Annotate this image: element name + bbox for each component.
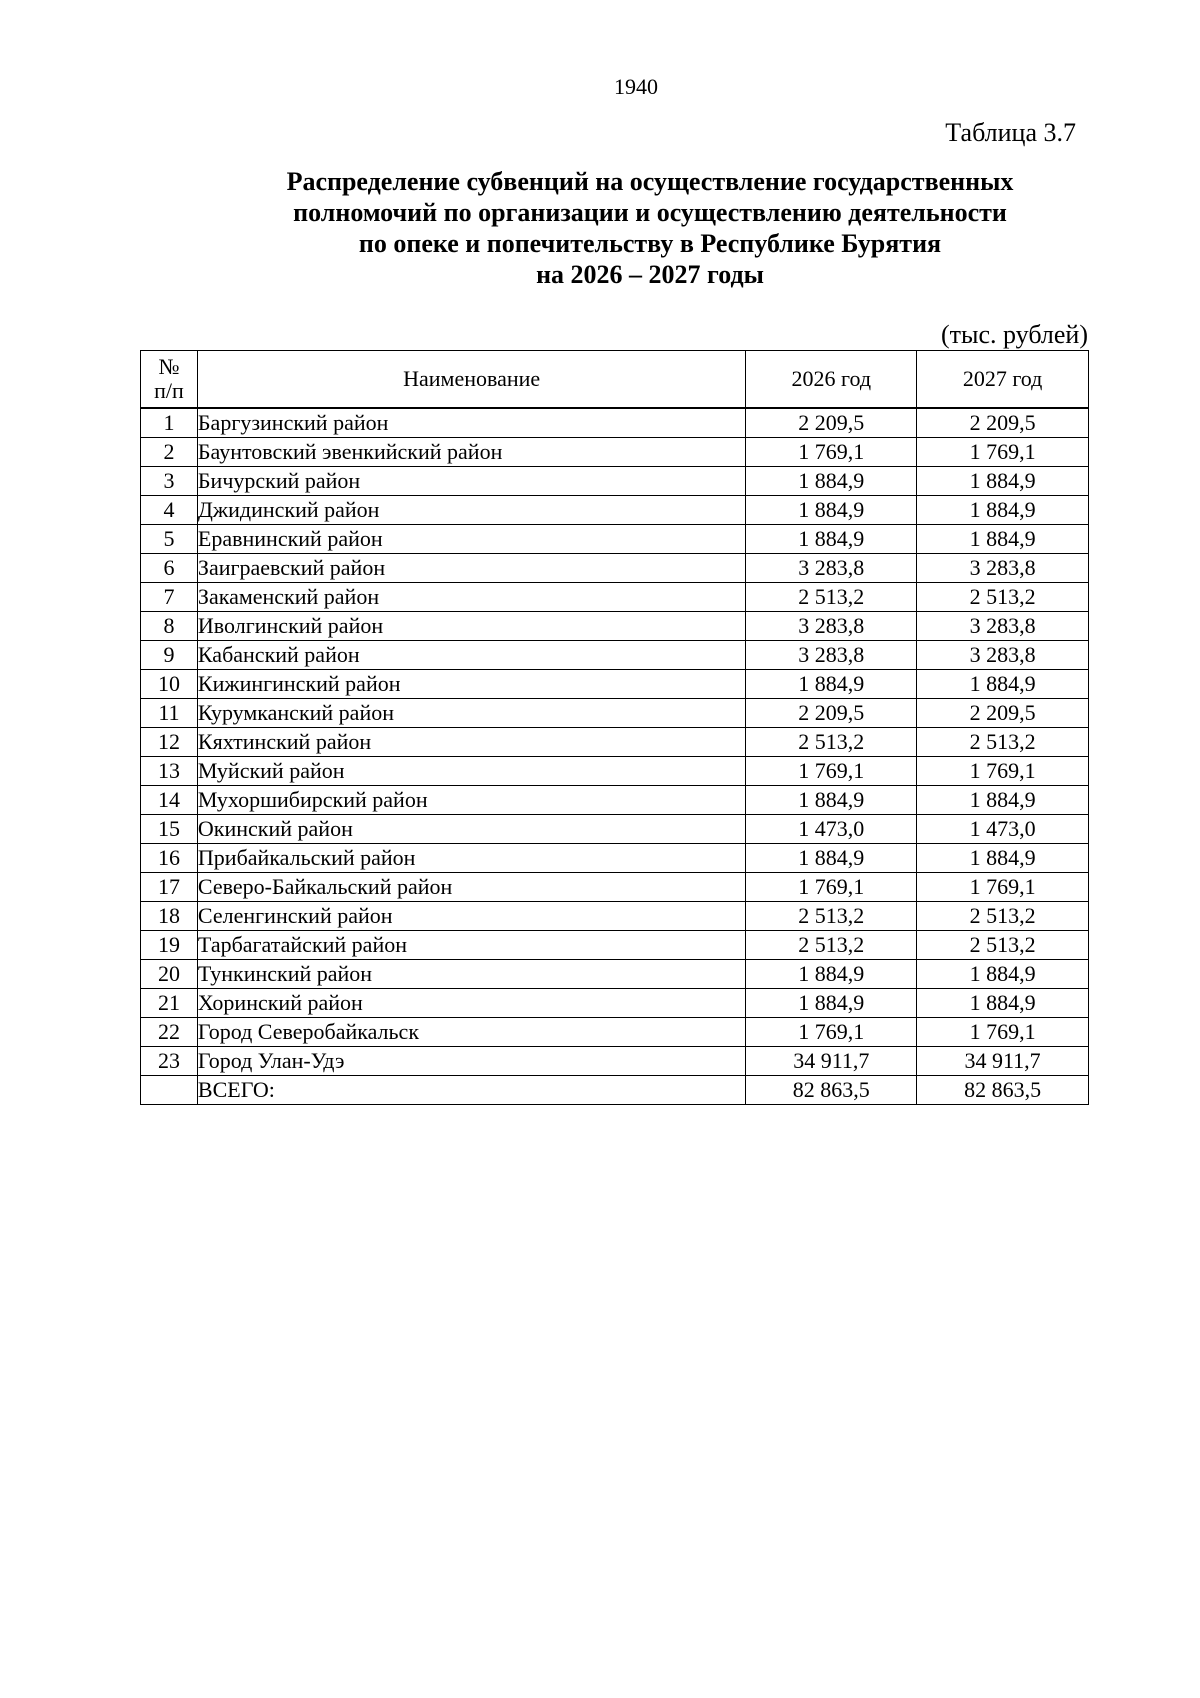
value-2027: 1 473,0 [917,815,1089,844]
value-2027: 1 884,9 [917,467,1089,496]
row-number: 18 [141,902,198,931]
value-2027: 1 769,1 [917,1018,1089,1047]
table-row [141,989,1089,1018]
table-row [141,670,1089,699]
row-number: 3 [141,467,198,496]
title-line: по опеке и попечительству в Республике Бурятия [358,229,942,258]
table-row [141,815,1089,844]
value-2026: 82 863,5 [746,1076,917,1105]
table-row [141,408,1089,438]
row-name: Северо-Байкальский район [197,873,745,902]
header-name: Наименование [197,351,745,409]
table-row [141,583,1089,612]
value-2026: 3 283,8 [746,554,917,583]
table-header [141,351,1089,409]
table-row [141,786,1089,815]
table-row [141,844,1089,873]
row-number: 11 [141,699,198,728]
value-2026: 1 473,0 [746,815,917,844]
row-name: Кяхтинский район [197,728,745,757]
row-name: Город Северобайкальск [197,1018,745,1047]
value-2027: 1 884,9 [917,844,1089,873]
value-2026: 2 513,2 [746,728,917,757]
document-title [200,166,1100,290]
table-row [141,1018,1089,1047]
table-row [141,612,1089,641]
row-name: Окинский район [197,815,745,844]
header-year-2026: 2026 год [746,351,917,409]
table-row [141,960,1089,989]
row-name: Бичурский район [197,467,745,496]
row-number: 2 [141,438,198,467]
value-2027: 82 863,5 [917,1076,1089,1105]
row-number: 20 [141,960,198,989]
value-2026: 2 513,2 [746,902,917,931]
value-2027: 2 513,2 [917,728,1089,757]
row-number: 12 [141,728,198,757]
title-line: полномочий по организации и осуществлению деятельности [293,198,1007,227]
row-name: Курумканский район [197,699,745,728]
row-name: Селенгинский район [197,902,745,931]
row-number: 19 [141,931,198,960]
value-2027: 2 209,5 [917,408,1089,438]
row-number: 16 [141,844,198,873]
value-2027: 3 283,8 [917,612,1089,641]
table-row [141,757,1089,786]
table-row [141,554,1089,583]
value-2027: 1 769,1 [917,438,1089,467]
value-2027: 1 884,9 [917,989,1089,1018]
row-name: Еравнинский район [197,525,745,554]
row-number: 1 [141,408,198,438]
row-name: Хоринский район [197,989,745,1018]
value-2026: 3 283,8 [746,641,917,670]
row-name: Тарбагатайский район [197,931,745,960]
row-number: 15 [141,815,198,844]
row-name: Мухоршибирский район [197,786,745,815]
row-number: 14 [141,786,198,815]
title-line: на 2026 – 2027 годы [536,260,764,289]
value-2027: 3 283,8 [917,641,1089,670]
row-number: 10 [141,670,198,699]
row-name: Кижингинский район [197,670,745,699]
table-row [141,699,1089,728]
value-2026: 3 283,8 [746,612,917,641]
row-number: 17 [141,873,198,902]
row-number: 22 [141,1018,198,1047]
table-row [141,902,1089,931]
table-label: Таблица 3.7 [945,118,1076,147]
value-2026: 1 884,9 [746,496,917,525]
value-2027: 2 513,2 [917,902,1089,931]
row-number: 21 [141,989,198,1018]
value-2026: 1 884,9 [746,960,917,989]
title-line: Распределение субвенций на осуществление государственных [286,167,1014,196]
value-2027: 2 209,5 [917,699,1089,728]
value-2026: 2 209,5 [746,408,917,438]
value-2027: 1 884,9 [917,670,1089,699]
value-2026: 34 911,7 [746,1047,917,1076]
row-name: Баргузинский район [197,408,745,438]
page-number: 1940 [614,74,658,99]
value-2027: 2 513,2 [917,931,1089,960]
row-number: 13 [141,757,198,786]
table-row [141,525,1089,554]
row-name: Муйский район [197,757,745,786]
value-2027: 1 884,9 [917,496,1089,525]
row-name: Кабанский район [197,641,745,670]
row-name: Закаменский район [197,583,745,612]
table-row [141,438,1089,467]
value-2026: 2 209,5 [746,699,917,728]
table-row [141,728,1089,757]
value-2026: 1 884,9 [746,525,917,554]
row-name: Тункинский район [197,960,745,989]
value-2027: 1 884,9 [917,786,1089,815]
value-2026: 1 884,9 [746,786,917,815]
value-2026: 1 884,9 [746,670,917,699]
value-2026: 1 884,9 [746,989,917,1018]
value-2027: 1 884,9 [917,960,1089,989]
value-2027: 2 513,2 [917,583,1089,612]
row-number: 6 [141,554,198,583]
table-row [141,873,1089,902]
value-2026: 2 513,2 [746,583,917,612]
header-number [141,351,198,409]
row-number: 23 [141,1047,198,1076]
value-2026: 1 769,1 [746,757,917,786]
row-number: 5 [141,525,198,554]
row-name: ВСЕГО: [197,1076,745,1105]
value-2027: 1 769,1 [917,757,1089,786]
value-2026: 1 884,9 [746,844,917,873]
value-2026: 1 769,1 [746,873,917,902]
row-name: Джидинский район [197,496,745,525]
header-number-abbr: п/п [154,378,184,403]
row-name: Прибайкальский район [197,844,745,873]
value-2026: 1 769,1 [746,1018,917,1047]
value-2026: 1 884,9 [746,467,917,496]
total-row [141,1076,1089,1105]
row-number: 7 [141,583,198,612]
value-2027: 3 283,8 [917,554,1089,583]
row-number: 8 [141,612,198,641]
table-row [141,496,1089,525]
row-name: Город Улан-Удэ [197,1047,745,1076]
row-name: Заиграевский район [197,554,745,583]
table-row [141,641,1089,670]
subvention-table [140,350,1089,1105]
row-number: 4 [141,496,198,525]
row-name: Баунтовский эвенкийский район [197,438,745,467]
table-row [141,931,1089,960]
value-2027: 1 769,1 [917,873,1089,902]
value-2027: 34 911,7 [917,1047,1089,1076]
row-number [141,1076,198,1105]
units-label: (тыс. рублей) [940,320,1088,349]
row-name: Иволгинский район [197,612,745,641]
header-year-2027: 2027 год [917,351,1089,409]
value-2027: 1 884,9 [917,525,1089,554]
table-body [141,408,1089,1105]
header-number-symbol: № [158,354,180,379]
row-number: 9 [141,641,198,670]
header-row [141,351,1089,409]
value-2026: 2 513,2 [746,931,917,960]
value-2026: 1 769,1 [746,438,917,467]
table-row [141,1047,1089,1076]
table-row [141,467,1089,496]
